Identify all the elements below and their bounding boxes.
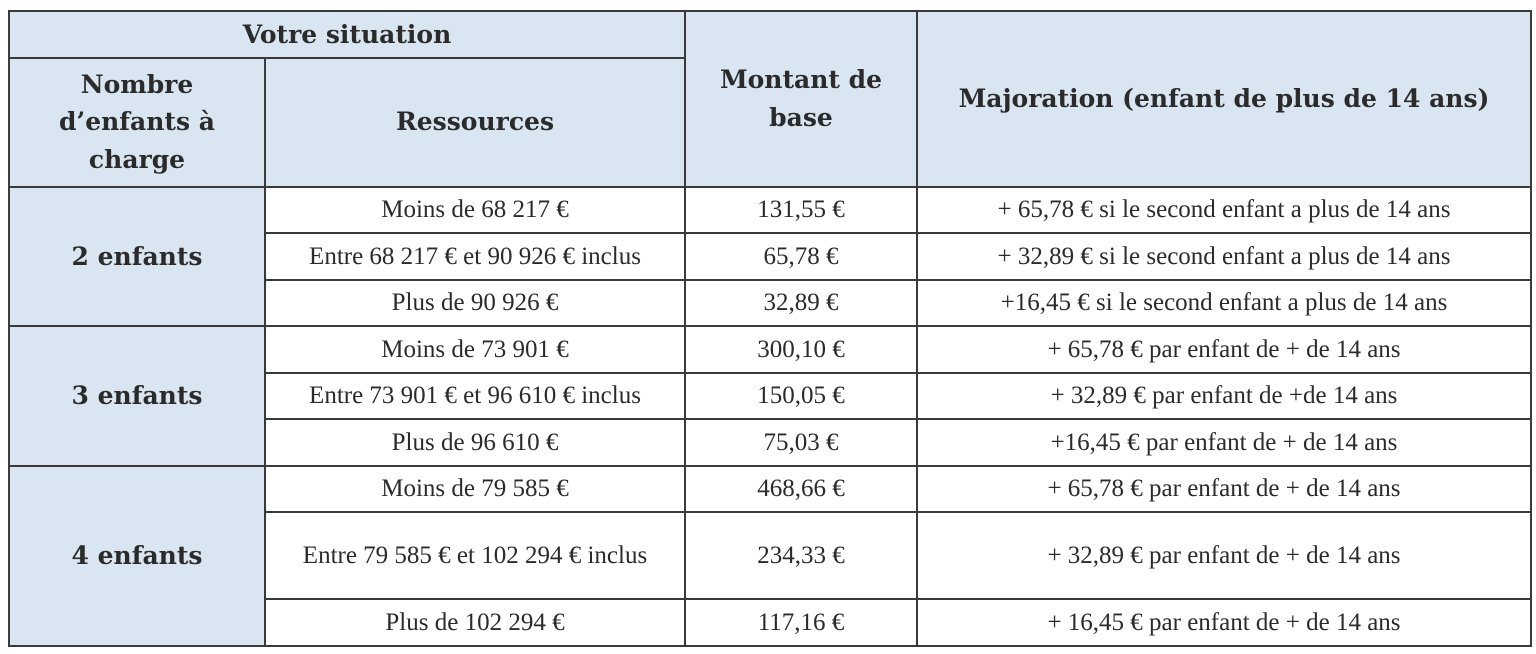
ressources-cell: Plus de 96 610 €	[265, 419, 685, 466]
montant-cell: 234,33 €	[685, 512, 917, 599]
header-row-1	[9, 11, 1531, 58]
majoration-cell: +16,45 € par enfant de + de 14 ans	[917, 419, 1531, 466]
header-montant: Montant de base	[685, 11, 917, 187]
montant-cell: 150,05 €	[685, 373, 917, 420]
majoration-cell: + 32,89 € si le second enfant a plus de 14 ans	[917, 233, 1531, 280]
montant-cell: 131,55 €	[685, 187, 917, 234]
header-ressources: Ressources	[265, 58, 685, 187]
ressources-cell: Moins de 79 585 €	[265, 466, 685, 513]
header-nombre: Nombre d’enfants à charge	[9, 58, 265, 187]
montant-cell: 75,03 €	[685, 419, 917, 466]
table-row	[9, 187, 1531, 234]
majoration-cell: + 32,89 € par enfant de + de 14 ans	[917, 512, 1531, 599]
header-situation: Votre situation	[9, 11, 685, 58]
header-majoration: Majoration (enfant de plus de 14 ans)	[917, 11, 1531, 187]
group-label: 3 enfants	[9, 326, 265, 466]
group-label: 4 enfants	[9, 466, 265, 646]
ressources-cell: Entre 73 901 € et 96 610 € inclus	[265, 373, 685, 420]
majoration-cell: + 65,78 € par enfant de + de 14 ans	[917, 326, 1531, 373]
ressources-cell: Entre 68 217 € et 90 926 € inclus	[265, 233, 685, 280]
ressources-cell: Moins de 73 901 €	[265, 326, 685, 373]
ressources-cell: Entre 79 585 € et 102 294 € inclus	[265, 512, 685, 599]
majoration-cell: + 65,78 € par enfant de + de 14 ans	[917, 466, 1531, 513]
allocation-table	[8, 10, 1532, 647]
table-row	[9, 466, 1531, 513]
majoration-cell: + 65,78 € si le second enfant a plus de 14 ans	[917, 187, 1531, 234]
ressources-cell: Moins de 68 217 €	[265, 187, 685, 234]
montant-cell: 468,66 €	[685, 466, 917, 513]
montant-cell: 32,89 €	[685, 280, 917, 327]
montant-cell: 65,78 €	[685, 233, 917, 280]
ressources-cell: Plus de 102 294 €	[265, 599, 685, 646]
ressources-cell: Plus de 90 926 €	[265, 280, 685, 327]
montant-cell: 300,10 €	[685, 326, 917, 373]
table-row	[9, 326, 1531, 373]
montant-cell: 117,16 €	[685, 599, 917, 646]
majoration-cell: + 32,89 € par enfant de +de 14 ans	[917, 373, 1531, 420]
majoration-cell: + 16,45 € par enfant de + de 14 ans	[917, 599, 1531, 646]
group-label: 2 enfants	[9, 187, 265, 327]
majoration-cell: +16,45 € si le second enfant a plus de 14 ans	[917, 280, 1531, 327]
